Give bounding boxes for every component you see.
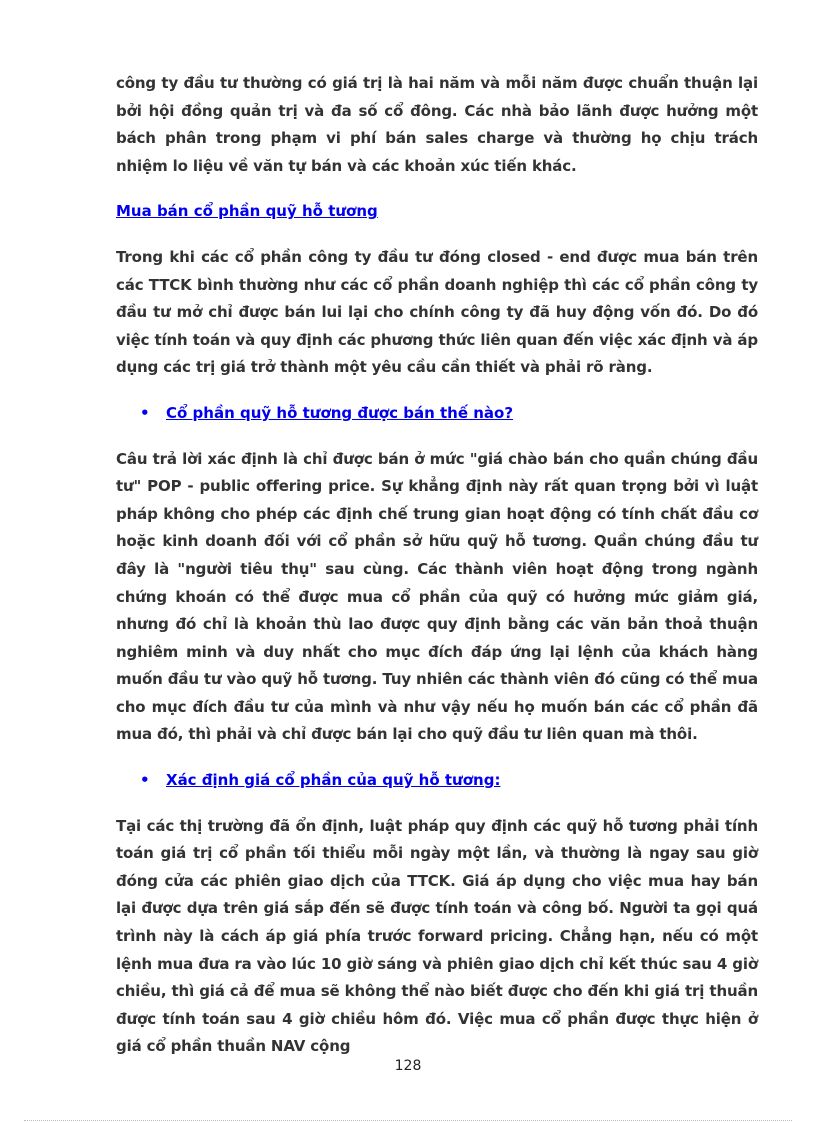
bullet-item-1	[116, 400, 758, 428]
document-body	[116, 70, 758, 1061]
bullet-link-xac-dinh-gia[interactable]: Xác định giá cổ phần của quỹ hỗ tương:	[166, 771, 501, 790]
bullet-dot-icon: •	[140, 403, 150, 422]
bullet-list-1	[116, 400, 758, 428]
heading-mua-ban-co-phan-link[interactable]: Mua bán cổ phần quỹ hỗ tương	[116, 202, 378, 221]
bullet-link-co-phan-duoc-ban[interactable]: Cổ phần quỹ hỗ tương được bán thế nào?	[166, 403, 514, 422]
paragraph-1: công ty đầu tư thường có giá trị là hai năm và mỗi năm được chuẩn thuận lại bởi hội đồng quản trị và đa số cổ đông. Các nhà bảo lãnh được hưởng một bách phân trong phạm vi phí bán sales charge và thường họ chịu trách nhiệm lo liệu về văn tự bán và các khoản xúc tiến khác.	[116, 74, 758, 175]
paragraph-2: Trong khi các cổ phần công ty đầu tư đóng closed - end được mua bán trên các TTCK bình thường như các cổ phần doanh nghiệp thì các cổ phần công ty đầu tư mở chỉ được bán lui lại cho chính công ty đã huy động vốn đó. Do đó việc tính toán và quy định các phương thức liên quan đến việc xác định và áp dụng các trị giá trở thành một yêu cầu cần thiết và phải rõ ràng.	[116, 247, 758, 377]
bullet-list-2	[116, 767, 758, 795]
page-number: 128	[394, 1058, 422, 1074]
bullet-dot-icon: •	[140, 771, 150, 790]
paragraph-3: Câu trả lời xác định là chỉ được bán ở mức "giá chào bán cho quần chúng đầu tư" POP - public offering price. Sự khẳng định này rất quan trọng bởi vì luật pháp không cho phép các định chế trung gian hoạt động có tính chất đầu cơ hoặc kinh doanh đối với cổ phần sở hữu quỹ hỗ tương. Quần chúng đầu tư đây là "người tiêu thụ" sau cùng. Các thành viên hoạt động trong ngành chứng khoán có thể được mua cổ phần của quỹ có hưởng mức giảm giá, nhưng đó chỉ là khoản thù lao được quy định bằng các văn bản thoả thuận nghiêm minh và duy nhất cho mục đích đáp ứng lại lệnh của khách hàng muốn đầu tư vào quỹ hỗ tương. Tuy nhiên các thành viên đó cũng có thể mua cho mục đích đầu tư của mình và như vậy nếu họ muốn bán các cổ phần đã mua đó, thì phải và chỉ được bán lại cho quỹ đầu tư liên quan mà thôi.	[116, 449, 759, 744]
paragraph-4: Tại các thị trường đã ổn định, luật pháp quy định các quỹ hỗ tương phải tính toán giá trị cổ phần tối thiểu mỗi ngày một lần, và thường là ngay sau giờ đóng cửa các phiên giao dịch của TTCK. Giá áp dụng cho việc mua hay bán lại được dựa trên giá sắp đến sẽ được tính toán và công bố. Người ta gọi quá trình này là cách áp giá phía trước forward pricing. Chẳng hạn, nếu có một lệnh mua đưa ra vào lúc 10 giờ sáng và phiên giao dịch chỉ kết thúc sau 4 giờ chiều, thì giá cả để mua sẽ không thể nào biết được cho đến khi giá trị thuần được tính toán sau 4 giờ chiều hôm đó. Việc mua cổ phần được thực hiện ở giá cổ phần thuần NAV cộng	[116, 816, 758, 1056]
footer-divider	[24, 1120, 792, 1121]
bullet-item-2	[116, 767, 758, 795]
